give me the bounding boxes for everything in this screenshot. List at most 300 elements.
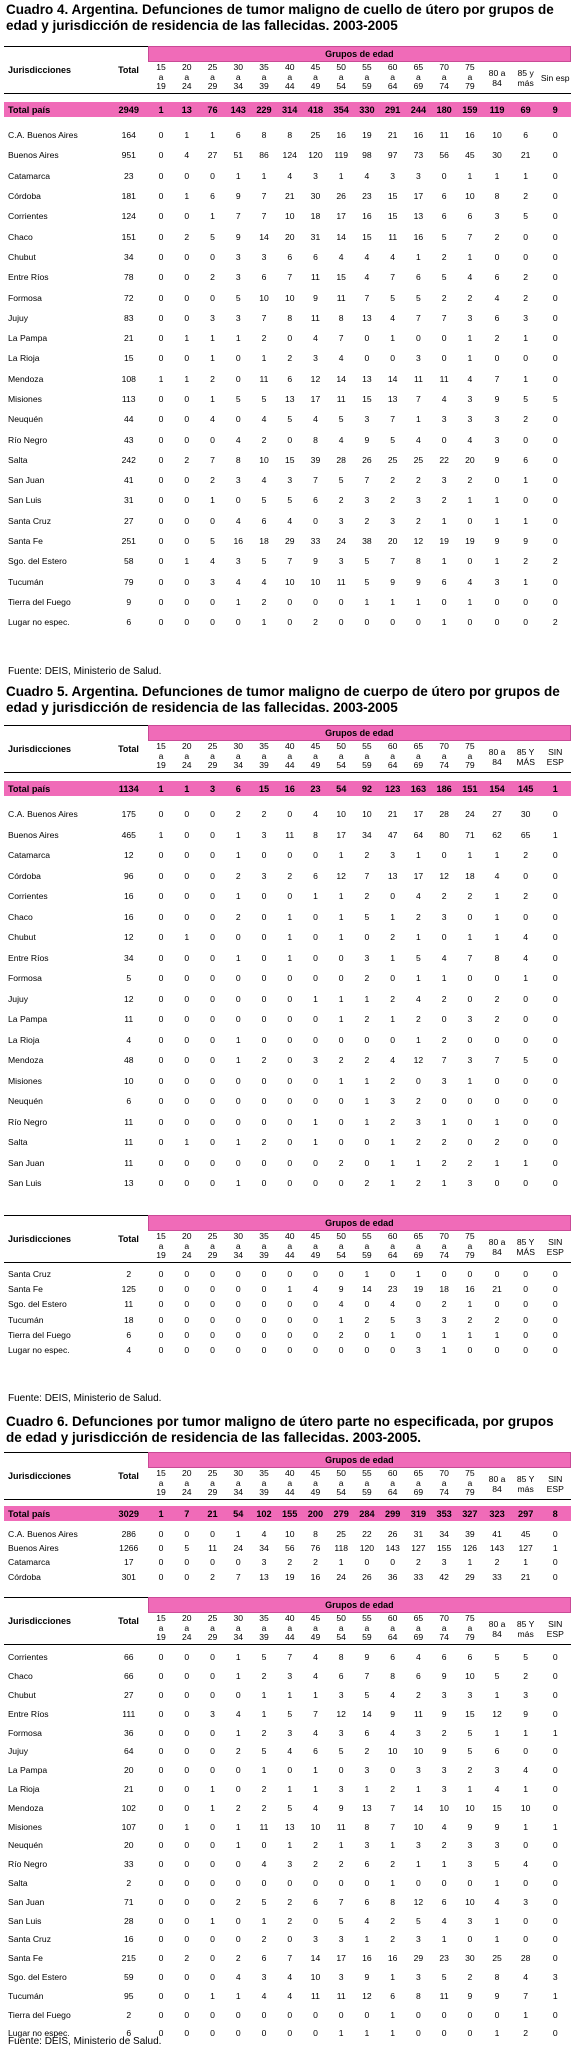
- cell-value: 0: [523, 353, 529, 364]
- cell-value: 0: [158, 1990, 164, 2001]
- age-col-header: [431, 1613, 457, 1645]
- cell-value: 4: [210, 414, 215, 425]
- cell-value: 6: [235, 130, 241, 141]
- age-col-header-part: a: [390, 750, 396, 761]
- cell-value: 0: [158, 211, 164, 222]
- cell-value: 0: [552, 1178, 558, 1189]
- table-row: [4, 1327, 571, 1342]
- cell-value: 951: [121, 150, 136, 161]
- cell-value: 0: [184, 1034, 190, 1045]
- age-col-header-part: 19: [156, 1487, 166, 1498]
- cell-value: 0: [552, 1877, 558, 1888]
- cell-value: 0: [552, 932, 558, 943]
- cell-value: 0: [158, 515, 164, 526]
- cell-value: 0: [552, 454, 558, 465]
- cell-value: 5: [338, 1915, 344, 1926]
- row-label: Sgo. del Estero: [8, 556, 67, 567]
- row-label: Salta: [8, 1137, 28, 1148]
- cell-value: 4: [313, 1671, 318, 1682]
- age-col-header-part: 75: [465, 1613, 475, 1624]
- cell-value: 0: [184, 1096, 190, 1107]
- age-col-header-part: a: [390, 1240, 396, 1251]
- cell-value: 119: [334, 150, 349, 161]
- cell-value: 5: [416, 292, 421, 303]
- age-col-header: [251, 1468, 277, 1500]
- cell-value: 92: [354, 781, 380, 796]
- cell-value: 0: [441, 2028, 447, 2039]
- cell-value: 0: [287, 1034, 293, 1045]
- age-col-80: 80 a 84: [488, 1473, 506, 1494]
- age-col-header-part: a: [235, 71, 241, 82]
- cell-value: 0: [416, 333, 421, 344]
- cell-value: 0: [467, 993, 473, 1004]
- cell-value: 0: [235, 1877, 241, 1888]
- age-col-header-part: 20: [182, 1468, 192, 1479]
- cell-value: 26: [336, 191, 346, 202]
- cell-value: 2: [441, 251, 447, 262]
- cell-value: 0: [523, 1096, 529, 1107]
- cell-value: 1: [235, 1652, 241, 1663]
- cell-value: 1: [148, 1506, 174, 1521]
- cell-value: 3: [287, 1859, 293, 1870]
- cell-value: 3: [390, 515, 396, 526]
- cuadro-4: [0, 2, 575, 34]
- cell-value: 18: [310, 211, 321, 222]
- cell-value: 1: [494, 1915, 500, 1926]
- cell-value: 64: [123, 1746, 134, 1757]
- cell-value: 9: [313, 556, 318, 567]
- cell-value: 4: [126, 1345, 132, 1356]
- cell-value: 4: [467, 272, 473, 283]
- cell-value: 54: [328, 781, 354, 796]
- cell-value: 0: [523, 495, 529, 506]
- age-col-header-part: 29: [207, 1250, 218, 1261]
- table-row: [4, 1555, 571, 1569]
- cell-value: 0: [184, 495, 190, 506]
- cell-value: 9: [364, 434, 370, 445]
- cell-value: 0: [158, 394, 164, 404]
- cell-value: 11: [311, 1990, 320, 2001]
- age-col-header-part: 70: [439, 62, 449, 73]
- age-col-header-part: 49: [310, 1487, 321, 1498]
- age-col-header-part: 19: [156, 1250, 166, 1261]
- cell-value: 7: [364, 475, 370, 486]
- cell-value: 3: [235, 251, 241, 262]
- age-col-header-part: 24: [182, 1250, 192, 1261]
- age-col-header-part: 65: [413, 1613, 424, 1624]
- cell-value: 0: [210, 993, 215, 1004]
- cell-value: 0: [441, 434, 447, 445]
- cell-value: 3: [261, 251, 267, 262]
- cell-value: 0: [287, 1096, 293, 1107]
- cell-value: 0: [184, 1557, 190, 1568]
- cell-value: 151: [457, 781, 483, 796]
- cell-value: 12: [413, 1896, 424, 1907]
- cell-value: 0: [184, 850, 190, 861]
- cell-value: 0: [210, 515, 215, 526]
- cell-value: 0: [523, 911, 529, 922]
- cell-value: 0: [235, 1345, 241, 1356]
- cell-value: 11: [311, 312, 320, 323]
- cell-value: 2: [467, 1314, 473, 1325]
- cell-value: 0: [184, 891, 190, 902]
- cell-value: 2: [441, 1137, 447, 1148]
- row-label: Entre Ríos: [8, 952, 49, 963]
- cell-value: 0: [552, 1765, 558, 1776]
- cell-value: 1: [467, 850, 473, 861]
- table-row: [4, 308, 571, 328]
- table-row: [4, 206, 571, 226]
- cell-value: 8: [261, 130, 267, 141]
- cell-value: 0: [184, 312, 190, 323]
- cell-value: 2: [441, 1840, 447, 1851]
- cell-value: 6: [523, 454, 529, 465]
- cell-value: 5: [467, 1727, 473, 1738]
- cell-value: 66: [123, 1671, 134, 1682]
- age-col-header-part: 15: [156, 62, 166, 73]
- cell-value: 97: [387, 150, 398, 161]
- cell-value: 34: [123, 952, 134, 963]
- cell-value: 0: [338, 1137, 344, 1148]
- cell-value: 6: [364, 1896, 370, 1907]
- cell-value: 9: [441, 1671, 447, 1682]
- cell-value: 5: [441, 231, 447, 242]
- cell-value: 0: [338, 1034, 344, 1045]
- cell-value: 4: [416, 891, 421, 902]
- cell-value: 58: [123, 556, 134, 567]
- cell-value: 8: [494, 191, 500, 202]
- cell-value: 2: [364, 515, 370, 526]
- cell-value: 0: [523, 1345, 529, 1356]
- cell-value: 4: [338, 251, 344, 262]
- cell-value: 71: [465, 829, 475, 840]
- cell-value: 1: [261, 170, 267, 181]
- cell-value: 0: [184, 993, 190, 1004]
- row-label: Sgo. del Estero: [8, 1971, 67, 1982]
- cell-value: 13: [387, 870, 398, 881]
- col-jurisdicciones: Jurisdicciones: [8, 744, 72, 754]
- cell-value: 8: [416, 1990, 421, 2001]
- cell-value: 14: [336, 231, 346, 242]
- age-col-header-part: a: [416, 1477, 421, 1488]
- cell-value: 11: [124, 1014, 134, 1025]
- cell-value: 14: [310, 1953, 321, 1964]
- cell-value: 4: [313, 414, 318, 425]
- cell-value: 5: [287, 1802, 293, 1813]
- age-col-header-part: a: [441, 1477, 447, 1488]
- age-col-header: [431, 1468, 457, 1500]
- cell-value: 297: [511, 1506, 540, 1521]
- cell-value: 2: [210, 1571, 215, 1582]
- cell-value: 2: [313, 1840, 318, 1851]
- cell-value: 0: [184, 1765, 190, 1776]
- age-col-header: [328, 1231, 354, 1263]
- cell-value: 1266: [119, 1543, 139, 1554]
- cell-value: 200: [303, 1506, 329, 1521]
- cell-value: 0: [552, 809, 558, 820]
- cell-value: 3: [338, 1971, 344, 1982]
- cell-value: 4: [313, 1652, 318, 1663]
- cell-value: 0: [467, 1137, 473, 1148]
- cell-value: 0: [467, 515, 473, 526]
- cell-value: 164: [121, 130, 136, 141]
- cell-value: 9: [494, 1990, 500, 2001]
- cell-value: 0: [158, 1283, 164, 1294]
- table-row: [4, 1527, 571, 1541]
- cell-value: 0: [184, 1990, 190, 2001]
- cell-value: 0: [184, 170, 190, 181]
- age-col-header-part: 49: [310, 760, 321, 771]
- age-col-header-part: a: [210, 1477, 215, 1488]
- cell-value: 2: [364, 891, 370, 902]
- row-label: Corrientes: [8, 891, 48, 902]
- cell-value: 0: [552, 272, 558, 283]
- cell-value: 16: [387, 1953, 398, 1964]
- cell-value: 25: [387, 454, 398, 465]
- cell-value: 1: [494, 495, 500, 506]
- cell-value: 2: [287, 1896, 293, 1907]
- cell-value: 9: [467, 1990, 473, 2001]
- cell-value: 0: [467, 556, 473, 567]
- cell-value: 1: [287, 1840, 293, 1851]
- cell-value: 1: [235, 850, 241, 861]
- cell-value: 1: [523, 1783, 529, 1794]
- table-row: [4, 226, 571, 246]
- age-col-header-part: 60: [387, 62, 398, 73]
- cell-value: 5: [523, 1055, 529, 1066]
- cell-value: 1: [235, 891, 241, 902]
- cell-value: 0: [235, 1329, 241, 1340]
- row-label: Formosa: [8, 1727, 42, 1738]
- cell-value: 7: [441, 312, 447, 323]
- cell-value: 0: [184, 1689, 190, 1700]
- cell-value: 1: [338, 1014, 344, 1025]
- cell-value: 0: [184, 809, 190, 820]
- cell-value: 15: [284, 454, 295, 465]
- cell-value: 0: [158, 1543, 164, 1554]
- cell-value: 19: [362, 130, 372, 141]
- cell-value: 1: [313, 1765, 318, 1776]
- cell-value: 22: [362, 1529, 372, 1540]
- cell-value: 1: [364, 2028, 370, 2039]
- row-label: Santa Fe: [8, 1283, 43, 1294]
- cell-value: 2: [390, 475, 396, 486]
- age-col-header-part: 30: [233, 741, 244, 752]
- cell-value: 1: [210, 211, 215, 222]
- cell-value: 4: [338, 434, 344, 445]
- cell-value: 120: [359, 1543, 375, 1554]
- cell-value: 1: [261, 1765, 267, 1776]
- cell-value: 0: [158, 993, 164, 1004]
- cell-value: 354: [328, 102, 354, 117]
- cell-value: 6: [287, 251, 293, 262]
- cell-value: 0: [184, 536, 190, 547]
- cell-value: 0: [158, 1689, 164, 1700]
- cell-value: 1: [184, 191, 190, 202]
- cell-value: 0: [184, 576, 190, 587]
- age-col-header-part: 54: [336, 760, 346, 771]
- cell-value: 0: [467, 911, 473, 922]
- age-col-header-part: a: [261, 1477, 267, 1488]
- cell-value: 0: [287, 891, 293, 902]
- cell-value: 8: [313, 1529, 318, 1540]
- cell-value: 62: [492, 829, 502, 840]
- age-col-header-part: 69: [413, 760, 424, 771]
- cell-value: 29: [465, 1571, 475, 1582]
- cell-value: 3: [390, 850, 396, 861]
- cell-value: 1: [494, 1116, 500, 1127]
- cell-value: 1: [467, 1299, 473, 1310]
- cell-value: 10: [413, 1746, 424, 1757]
- cell-value: 4: [364, 251, 370, 262]
- age-col-header: [457, 1613, 483, 1645]
- cell-value: 229: [251, 102, 277, 117]
- age-col-header: [380, 1613, 406, 1645]
- table-row: [4, 804, 571, 825]
- age-col-header-part: 34: [233, 1487, 244, 1498]
- row-label: Tierra del Fuego: [8, 2009, 71, 2020]
- cell-value: 102: [121, 1802, 136, 1813]
- cell-value: 0: [235, 1314, 241, 1325]
- cell-value: 3: [467, 1915, 473, 1926]
- age-col-header-part: a: [467, 1622, 473, 1633]
- table-row: [4, 886, 571, 907]
- cell-value: 36: [123, 1727, 134, 1738]
- cell-value: 3: [416, 353, 421, 364]
- table-row: [4, 145, 571, 165]
- cell-value: 0: [184, 414, 190, 425]
- cell-value: 2: [364, 1314, 370, 1325]
- age-col-header-part: 15: [156, 741, 166, 752]
- age-col-header-part: 44: [284, 81, 295, 92]
- cell-value: 11: [124, 1157, 134, 1168]
- cell-value: 1: [416, 1034, 421, 1045]
- cell-value: 4: [416, 434, 421, 445]
- row-label: Buenos Aires: [8, 150, 59, 161]
- table-row: [4, 551, 571, 571]
- age-col-header-part: 75: [465, 1231, 475, 1242]
- age-col-header-part: 40: [284, 741, 295, 752]
- cell-value: 21: [387, 809, 398, 820]
- cell-value: 0: [552, 1034, 558, 1045]
- cell-value: 7: [261, 191, 267, 202]
- row-label: Salta: [8, 1877, 28, 1888]
- cell-value: 1: [235, 1529, 241, 1540]
- cell-value: 2: [364, 1746, 370, 1757]
- cell-value: 0: [158, 251, 164, 262]
- cell-value: 0: [210, 809, 215, 820]
- cell-value: 0: [158, 596, 164, 607]
- cell-value: 0: [261, 850, 267, 861]
- row-label: Buenos Aires: [8, 1543, 59, 1554]
- cell-value: 1: [390, 1971, 396, 1982]
- cell-value: 0: [184, 515, 190, 526]
- cell-value: 6: [467, 211, 473, 222]
- table-row: [4, 247, 571, 267]
- cell-value: 10: [259, 454, 269, 465]
- cell-value: 0: [158, 1915, 164, 1926]
- row-label: C.A. Buenos Aires: [8, 809, 78, 820]
- cell-value: 2: [126, 2009, 132, 2020]
- cell-value: 0: [287, 1075, 293, 1086]
- cell-value: 7: [390, 414, 396, 425]
- cell-value: 15: [336, 272, 346, 283]
- age-col-header-part: 55: [362, 1468, 372, 1479]
- age-col-header-part: 24: [182, 760, 192, 771]
- cell-value: 7: [210, 454, 215, 465]
- table-row: [4, 1342, 571, 1357]
- age-col-header-part: 79: [465, 1487, 475, 1498]
- age-col-header-part: 45: [310, 62, 321, 73]
- cell-value: 16: [123, 1934, 134, 1945]
- cell-value: 31: [123, 495, 134, 506]
- cell-value: 4: [235, 434, 241, 445]
- table-row: [4, 1297, 571, 1312]
- cell-value: 0: [313, 973, 318, 984]
- age-col-header-part: a: [467, 1240, 473, 1251]
- cell-value: 0: [235, 1116, 241, 1127]
- cell-value: 0: [287, 1345, 293, 1356]
- cell-value: 1: [552, 1990, 558, 2001]
- cell-value: 0: [184, 596, 190, 607]
- cell-value: 0: [364, 1345, 370, 1356]
- cell-value: 1: [158, 829, 164, 840]
- cell-value: 1: [523, 515, 529, 526]
- cell-value: 0: [158, 1840, 164, 1851]
- cell-value: 0: [494, 1299, 500, 1310]
- cell-value: 0: [287, 1055, 293, 1066]
- cell-value: 0: [210, 973, 215, 984]
- age-col-header: [251, 1613, 277, 1645]
- age-col-header: [174, 1613, 200, 1645]
- cell-value: 4: [523, 1765, 529, 1776]
- row-label: Lugar no espec.: [8, 1345, 70, 1356]
- cell-value: 31: [310, 231, 321, 242]
- age-col-header-part: 54: [336, 81, 346, 92]
- cell-value: 76: [310, 1543, 321, 1554]
- table-row: [4, 1798, 571, 1817]
- cell-value: 6: [494, 272, 500, 283]
- cell-value: 95: [123, 1990, 134, 2001]
- cell-value: 1: [313, 1116, 318, 1127]
- cell-value: 6: [313, 1896, 318, 1907]
- cell-value: 59: [123, 1971, 134, 1982]
- cell-value: 78: [123, 272, 134, 283]
- cell-value: 0: [494, 1075, 500, 1086]
- cell-value: 0: [287, 1299, 293, 1310]
- cell-value: 0: [158, 1314, 164, 1325]
- cell-value: 14: [362, 1708, 372, 1719]
- cell-value: 143: [489, 1543, 505, 1554]
- cell-value: 0: [313, 1329, 318, 1340]
- cell-value: 3: [523, 312, 529, 323]
- cell-value: 1: [210, 353, 215, 364]
- cell-value: 0: [235, 932, 241, 943]
- cell-value: 0: [210, 1689, 215, 1700]
- cell-value: 4: [523, 952, 529, 963]
- cell-value: 4: [441, 1915, 447, 1926]
- row-label: Río Negro: [8, 1859, 48, 1870]
- cell-value: 2: [313, 617, 318, 628]
- cell-value: 4: [313, 333, 318, 344]
- cell-value: 16: [123, 891, 134, 902]
- cell-value: 1: [441, 617, 447, 628]
- row-label: La Rioja: [8, 1034, 40, 1045]
- cell-value: 2: [235, 1953, 241, 1964]
- cell-value: 0: [313, 596, 318, 607]
- age-col-header-part: 59: [362, 81, 372, 92]
- cell-value: 0: [313, 1157, 318, 1168]
